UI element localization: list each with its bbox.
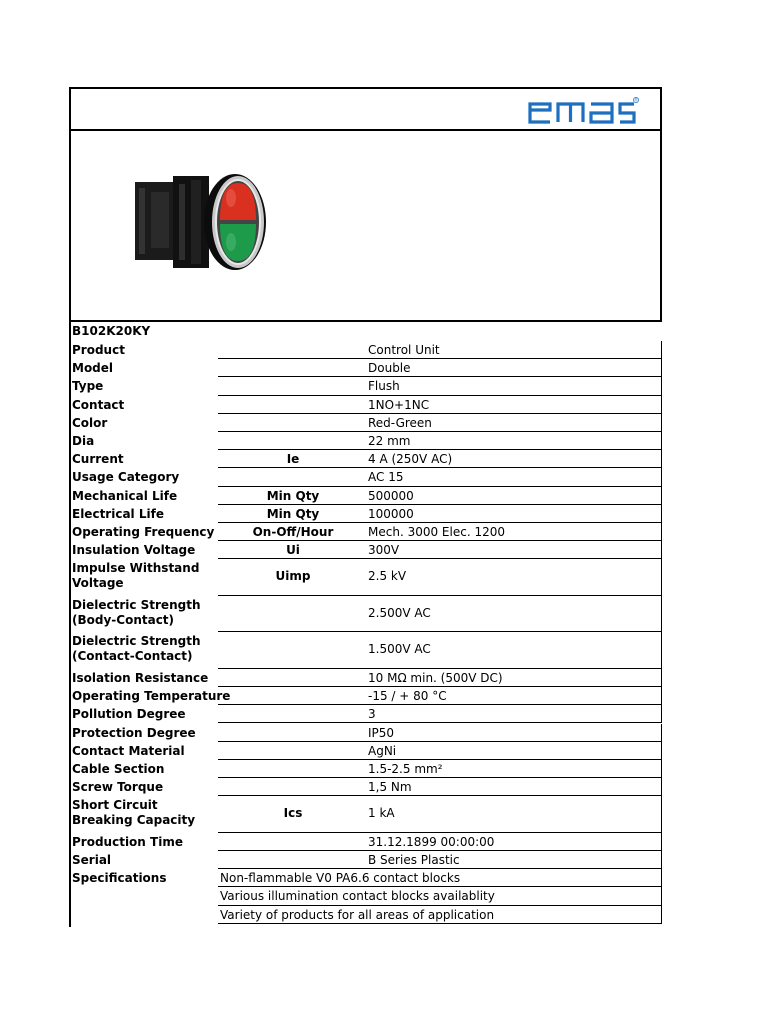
specification-item <box>69 887 662 905</box>
spec-label: Serial <box>72 853 112 867</box>
spec-label: Operating Temperature <box>72 689 231 704</box>
spec-value: Flush <box>368 379 400 394</box>
frame-right-border <box>660 87 662 322</box>
spec-row <box>69 778 662 796</box>
row-right-border <box>661 541 662 559</box>
spec-label: Electrical Life <box>72 506 164 521</box>
spec-label: Cable Section <box>72 761 165 776</box>
spec-unit: Ics <box>283 806 303 821</box>
spec-row <box>69 396 662 414</box>
specification-text: Various illumination contact blocks availablity <box>220 889 495 904</box>
row-right-border <box>661 450 662 468</box>
row-right-border <box>661 414 662 432</box>
spec-value: Red-Green <box>368 415 432 430</box>
spec-value: B Series Plastic <box>368 853 460 867</box>
row-right-border <box>661 596 662 633</box>
spec-unit: Uimp <box>275 569 311 584</box>
specification-item <box>69 906 662 924</box>
spec-row <box>69 341 662 359</box>
row-right-border <box>661 523 662 541</box>
spec-label: Current <box>72 452 124 467</box>
spec-row <box>69 414 662 432</box>
row-right-border <box>661 796 662 833</box>
spec-label: Isolation Resistance <box>72 670 209 685</box>
spec-row <box>69 505 662 523</box>
registered-mark: ® <box>634 97 638 103</box>
row-right-border <box>661 396 662 414</box>
spec-row <box>69 796 662 833</box>
spec-value: IP50 <box>368 725 395 740</box>
row-right-border <box>661 705 662 723</box>
spec-value: 31.12.1899 00:00:00 <box>368 834 495 849</box>
spec-unit: Ie <box>286 452 300 467</box>
spec-row <box>69 833 662 851</box>
spec-row <box>69 596 662 633</box>
spec-row <box>69 760 662 778</box>
spec-row <box>69 432 662 450</box>
spec-row <box>69 724 662 742</box>
spec-value: 1.500V AC <box>368 642 431 657</box>
specification-text: Non-flammable V0 PA6.6 contact blocks <box>220 871 461 886</box>
spec-value: 3 <box>368 707 376 722</box>
spec-label: Impulse Withstand Voltage <box>72 561 200 591</box>
spec-value: 22 mm <box>368 434 411 448</box>
spec-row <box>69 377 662 395</box>
spec-label: Model <box>72 361 114 376</box>
specifications-label: Specifications <box>72 871 167 886</box>
spec-value: 1,5 Nm <box>368 780 412 795</box>
emas-logo <box>528 96 640 126</box>
row-right-border <box>661 359 662 377</box>
spec-value: -15 / + 80 °C <box>368 689 447 704</box>
row-right-border <box>661 468 662 486</box>
spec-row <box>69 687 662 705</box>
row-right-border <box>661 632 662 669</box>
row-right-border <box>661 778 662 796</box>
spec-value: 2.500V AC <box>368 605 431 620</box>
row-right-border <box>661 377 662 395</box>
spec-label: Contact <box>72 397 125 412</box>
row-right-border <box>661 341 662 359</box>
spec-row <box>69 450 662 468</box>
spec-row <box>69 705 662 723</box>
row-right-border <box>661 760 662 778</box>
row-right-border <box>661 851 662 869</box>
spec-label: Color <box>72 415 108 430</box>
spec-value: Double <box>368 361 411 376</box>
row-rule <box>218 923 662 924</box>
spec-row <box>69 487 662 505</box>
spec-value: AgNi <box>368 743 397 758</box>
spec-label: Mechanical Life <box>72 488 178 503</box>
row-right-border <box>661 869 662 887</box>
spec-label: Production Time <box>72 834 183 849</box>
spec-row <box>69 523 662 541</box>
spec-value: Mech. 3000 Elec. 1200 <box>368 525 505 539</box>
spec-label: Product <box>72 343 125 357</box>
row-right-border <box>661 742 662 760</box>
row-right-border <box>661 687 662 705</box>
spec-label: Dia <box>72 434 95 448</box>
spec-label: Type <box>72 379 104 394</box>
spec-row <box>69 359 662 377</box>
spec-value: 500000 <box>368 488 414 503</box>
spec-row <box>69 851 662 869</box>
spec-label: Pollution Degree <box>72 707 186 722</box>
spec-label: Dielectric Strength (Contact-Contact) <box>72 634 201 664</box>
row-right-border <box>661 432 662 450</box>
image-divider <box>69 320 662 322</box>
spec-value: AC 15 <box>368 470 404 485</box>
spec-value: 1 kA <box>368 806 395 821</box>
row-right-border <box>661 487 662 505</box>
spec-value: 1NO+1NC <box>368 397 430 412</box>
spec-label: Screw Torque <box>72 780 164 795</box>
spec-label: Insulation Voltage <box>72 543 196 558</box>
spec-value: 100000 <box>368 506 414 521</box>
specification-item <box>69 869 662 887</box>
header-divider <box>69 129 662 131</box>
row-right-border <box>661 559 662 596</box>
frame-top-border <box>69 87 662 89</box>
spec-value: 10 MΩ min. (500V DC) <box>368 670 503 685</box>
specification-text: Variety of products for all areas of application <box>220 907 495 922</box>
row-right-border <box>661 505 662 523</box>
spec-label: Usage Category <box>72 470 180 485</box>
spec-row <box>69 669 662 687</box>
spec-row <box>69 541 662 559</box>
row-right-border <box>661 833 662 851</box>
row-right-border <box>661 906 662 924</box>
spec-value: 4 A (250V AC) <box>368 452 453 467</box>
spec-label: Contact Material <box>72 743 185 758</box>
spec-unit: On-Off/Hour <box>252 525 334 539</box>
spec-value: 2.5 kV <box>368 569 407 584</box>
spec-value: 300V <box>368 543 400 558</box>
spec-row <box>69 559 662 596</box>
spec-row <box>69 632 662 669</box>
push-button-image <box>127 170 327 280</box>
spec-row <box>69 742 662 760</box>
spec-label: Short Circuit Breaking Capacity <box>72 798 196 828</box>
row-right-border <box>661 887 662 905</box>
datasheet <box>69 87 662 927</box>
spec-label: Operating Frequency <box>72 525 215 539</box>
spec-unit: Min Qty <box>266 488 320 503</box>
product-code: B102K20KY <box>72 324 151 338</box>
spec-unit: Ui <box>286 543 300 558</box>
spec-value: Control Unit <box>368 343 440 357</box>
spec-unit: Min Qty <box>266 506 320 521</box>
row-right-border <box>661 669 662 687</box>
spec-label: Dielectric Strength (Body-Contact) <box>72 597 201 627</box>
spec-row <box>69 468 662 486</box>
spec-label: Protection Degree <box>72 725 196 740</box>
row-right-border <box>661 724 662 742</box>
spec-value: 1.5-2.5 mm² <box>368 761 443 776</box>
